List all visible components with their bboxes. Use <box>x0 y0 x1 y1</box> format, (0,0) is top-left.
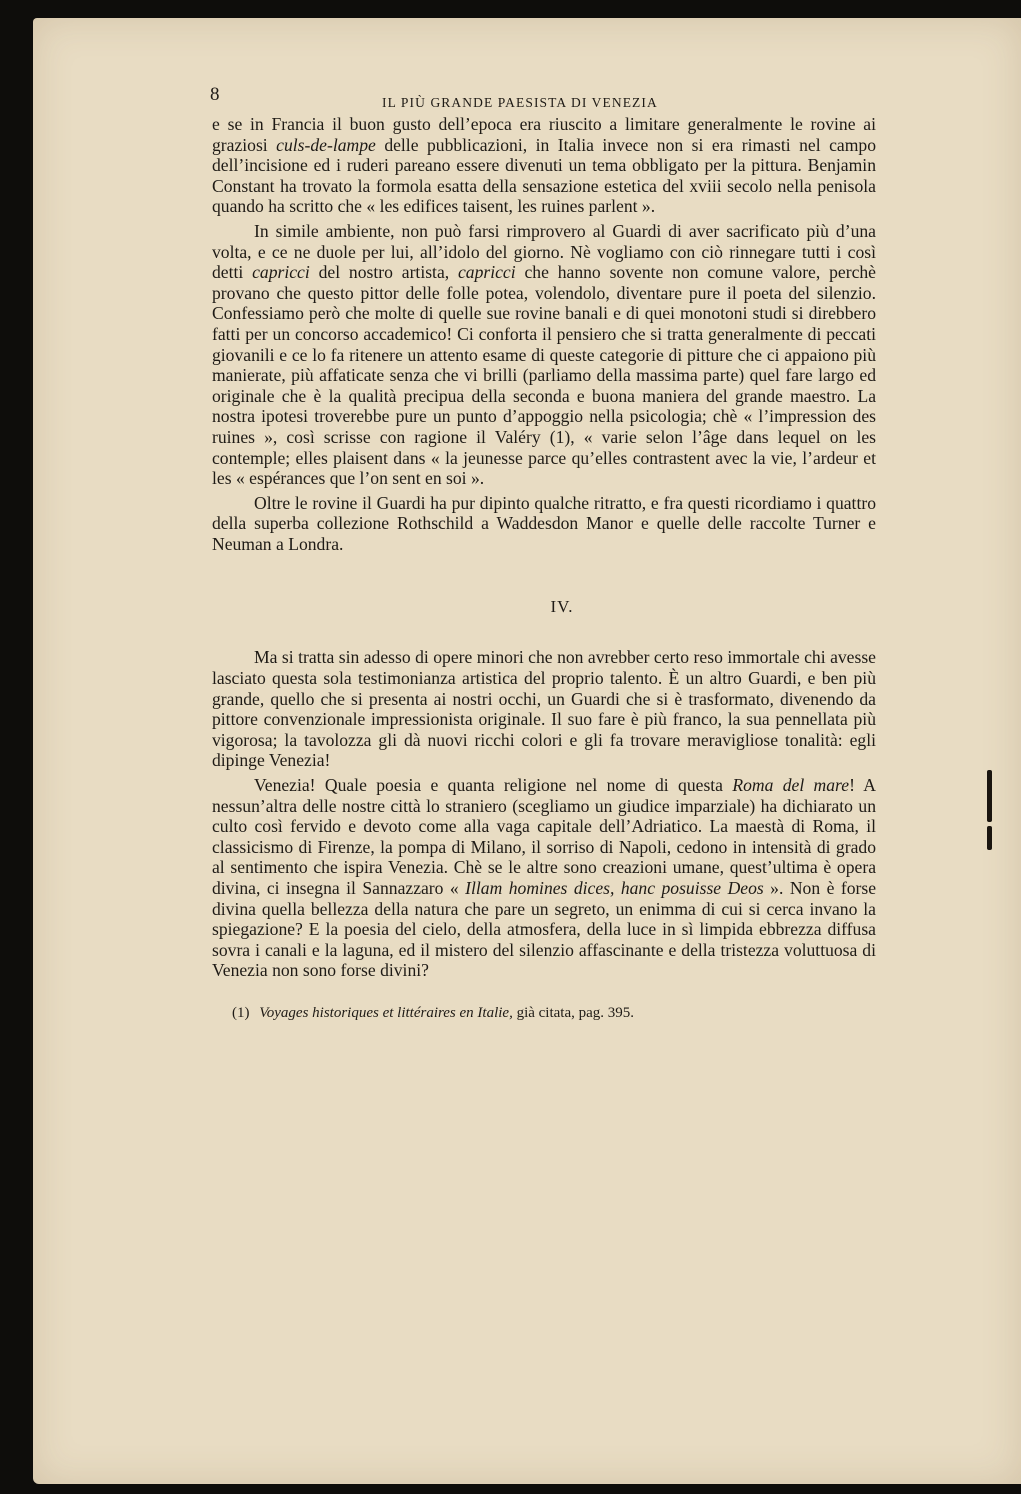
text-segment: e se in Francia il buon gusto dell’epoca era riuscito a limitare generalmente le rovine ai graziosi <box>212 114 876 155</box>
text-segment: Venezia! Quale poesia e quanta religione nel nome di questa <box>254 775 733 796</box>
text-segment: ». Non è forse divina quella bellezza della natura che pare un segreto, un enimma di cui si cerca invano la spiegazione? E la poesia del cielo, della atmosfera, della luce in sì limpida ebbrezza diffusa sovra i canali e la laguna, ed il mistero del silenzio affascinante e della tristezza voluttuosa di Venezia non sono forse divini? <box>212 878 877 981</box>
text-block-after <box>212 647 876 981</box>
footnote <box>212 1005 876 1022</box>
page-edge-mark <box>987 770 992 822</box>
page-edge-mark <box>987 826 992 850</box>
paragraph <box>212 647 876 771</box>
footnote-marker: (1) <box>232 1004 250 1021</box>
section-heading: IV. <box>550 597 574 617</box>
text-segment: In simile ambiente, non può farsi rimprovero al Guardi di aver sacrificato più d’una volta, e ce ne duole per lui, all’idolo del giorno. Nè vogliamo con ciò rinnegare tutti i così detti <box>212 220 876 283</box>
running-title: IL PIÙ GRANDE PAESISTA DI VENEZIA <box>382 95 658 110</box>
italic-text: culs-de-lampe <box>276 134 376 155</box>
paragraph <box>212 221 876 489</box>
text-segment: che hanno sovente non comune valore, perchè provano che questo pittor delle folle potea, volendolo, diventare pure il poeta del silenzio. Confessiamo però che molte di quelle sue rovine banali e di quei monotoni studi si direbbero fatti per un concorso accademico! Ci conforta il pensiero che si tratta generalmente di peccati giovanili e ce lo fa ritenere un attento esame di queste categorie di pitture che ci appaiono più manierate, più affaticate senza che vi brilli (parliamo della massima parte) quel fare largo ed originale che è la qualità precipua della seconda e buona maniera del grande maestro. La nostra ipotesi troverebbe pure un punto d’appoggio nella psicologia; chè « l’impression des ruines », così scrisse con ragione il Valéry (1), « varie selon l’âge dans lequel on les contemple; elles plaisent dans « la jeunesse parce qu’elles contrastent avec la vie, l’ardeur et les « espérances que l’on sent en soi ». <box>212 262 876 489</box>
text-segment: delle pubblicazioni, in Italia invece non si era rimasti nel campo dell’incisione ed i ruderi pareano essere divenuti un tema obbligato per la pittura. Benjamin Constant ha trovato la formola esatta della sensazione estetica del xviii secolo nella penisola quando ha scritto che « les edifices taisent, les ruines parlent ». <box>212 134 876 217</box>
text-block-before <box>212 114 876 554</box>
text-segment: ! A nessun’altra delle nostre città lo straniero (scegliamo un giudice imparziale) ha dichiarato un culto così fervido e devoto come alla vaga capitale dell’Adriatico. La maestà di Roma, il classicismo di Firenze, la pompa di Milano, il sorriso di Napoli, cedono in intensità di grado al sentimento che ispira Venezia. Chè se le altre sono creazioni umane, quest’ultima è opera divina, ci insegna il Sannazzaro « <box>212 775 876 898</box>
italic-text: Illam homines dices, hanc posuisse Deos <box>465 878 764 898</box>
paragraph <box>212 114 876 217</box>
italic-text: capricci <box>252 262 310 283</box>
text-segment: Ma si tratta sin adesso di opere minori che non avrebber certo reso immortale chi avesse lasciato questa sola testimonianza artistica del proprio talento. È un altro Guardi, e ben più grande, quello che si presenta ai nostri occhi, un Guardi che si è trasformato, divenendo da pittore convenzionale impressionista originale. Il suo fare è più franco, la sua pennellata più vigorosa; la tavolozza gli dà nuovi ricchi colori e gli fa trovare meravigliose tonalità: egli dipinge Venezia! <box>212 647 876 771</box>
footnote-rest: già citata, pag. 395. <box>516 1004 635 1021</box>
text-segment: Oltre le rovine il Guardi ha pur dipinto qualche ritratto, e fra questi ricordiamo i quattro della superba collezione Rothschild a Waddesdon Manor e quelle delle raccolte Turner e Neuman a Londra. <box>212 492 876 554</box>
page-content <box>212 84 876 1022</box>
footnote-title: Voyages historiques et littéraires en Italie, <box>259 1004 513 1021</box>
italic-text: Roma del mare <box>732 775 850 796</box>
page-header <box>212 84 876 114</box>
italic-text: capricci <box>457 262 516 283</box>
paragraph <box>212 775 876 981</box>
paragraph <box>212 493 876 555</box>
text-segment: del nostro artista, <box>309 262 458 283</box>
page-number: 8 <box>210 84 220 105</box>
